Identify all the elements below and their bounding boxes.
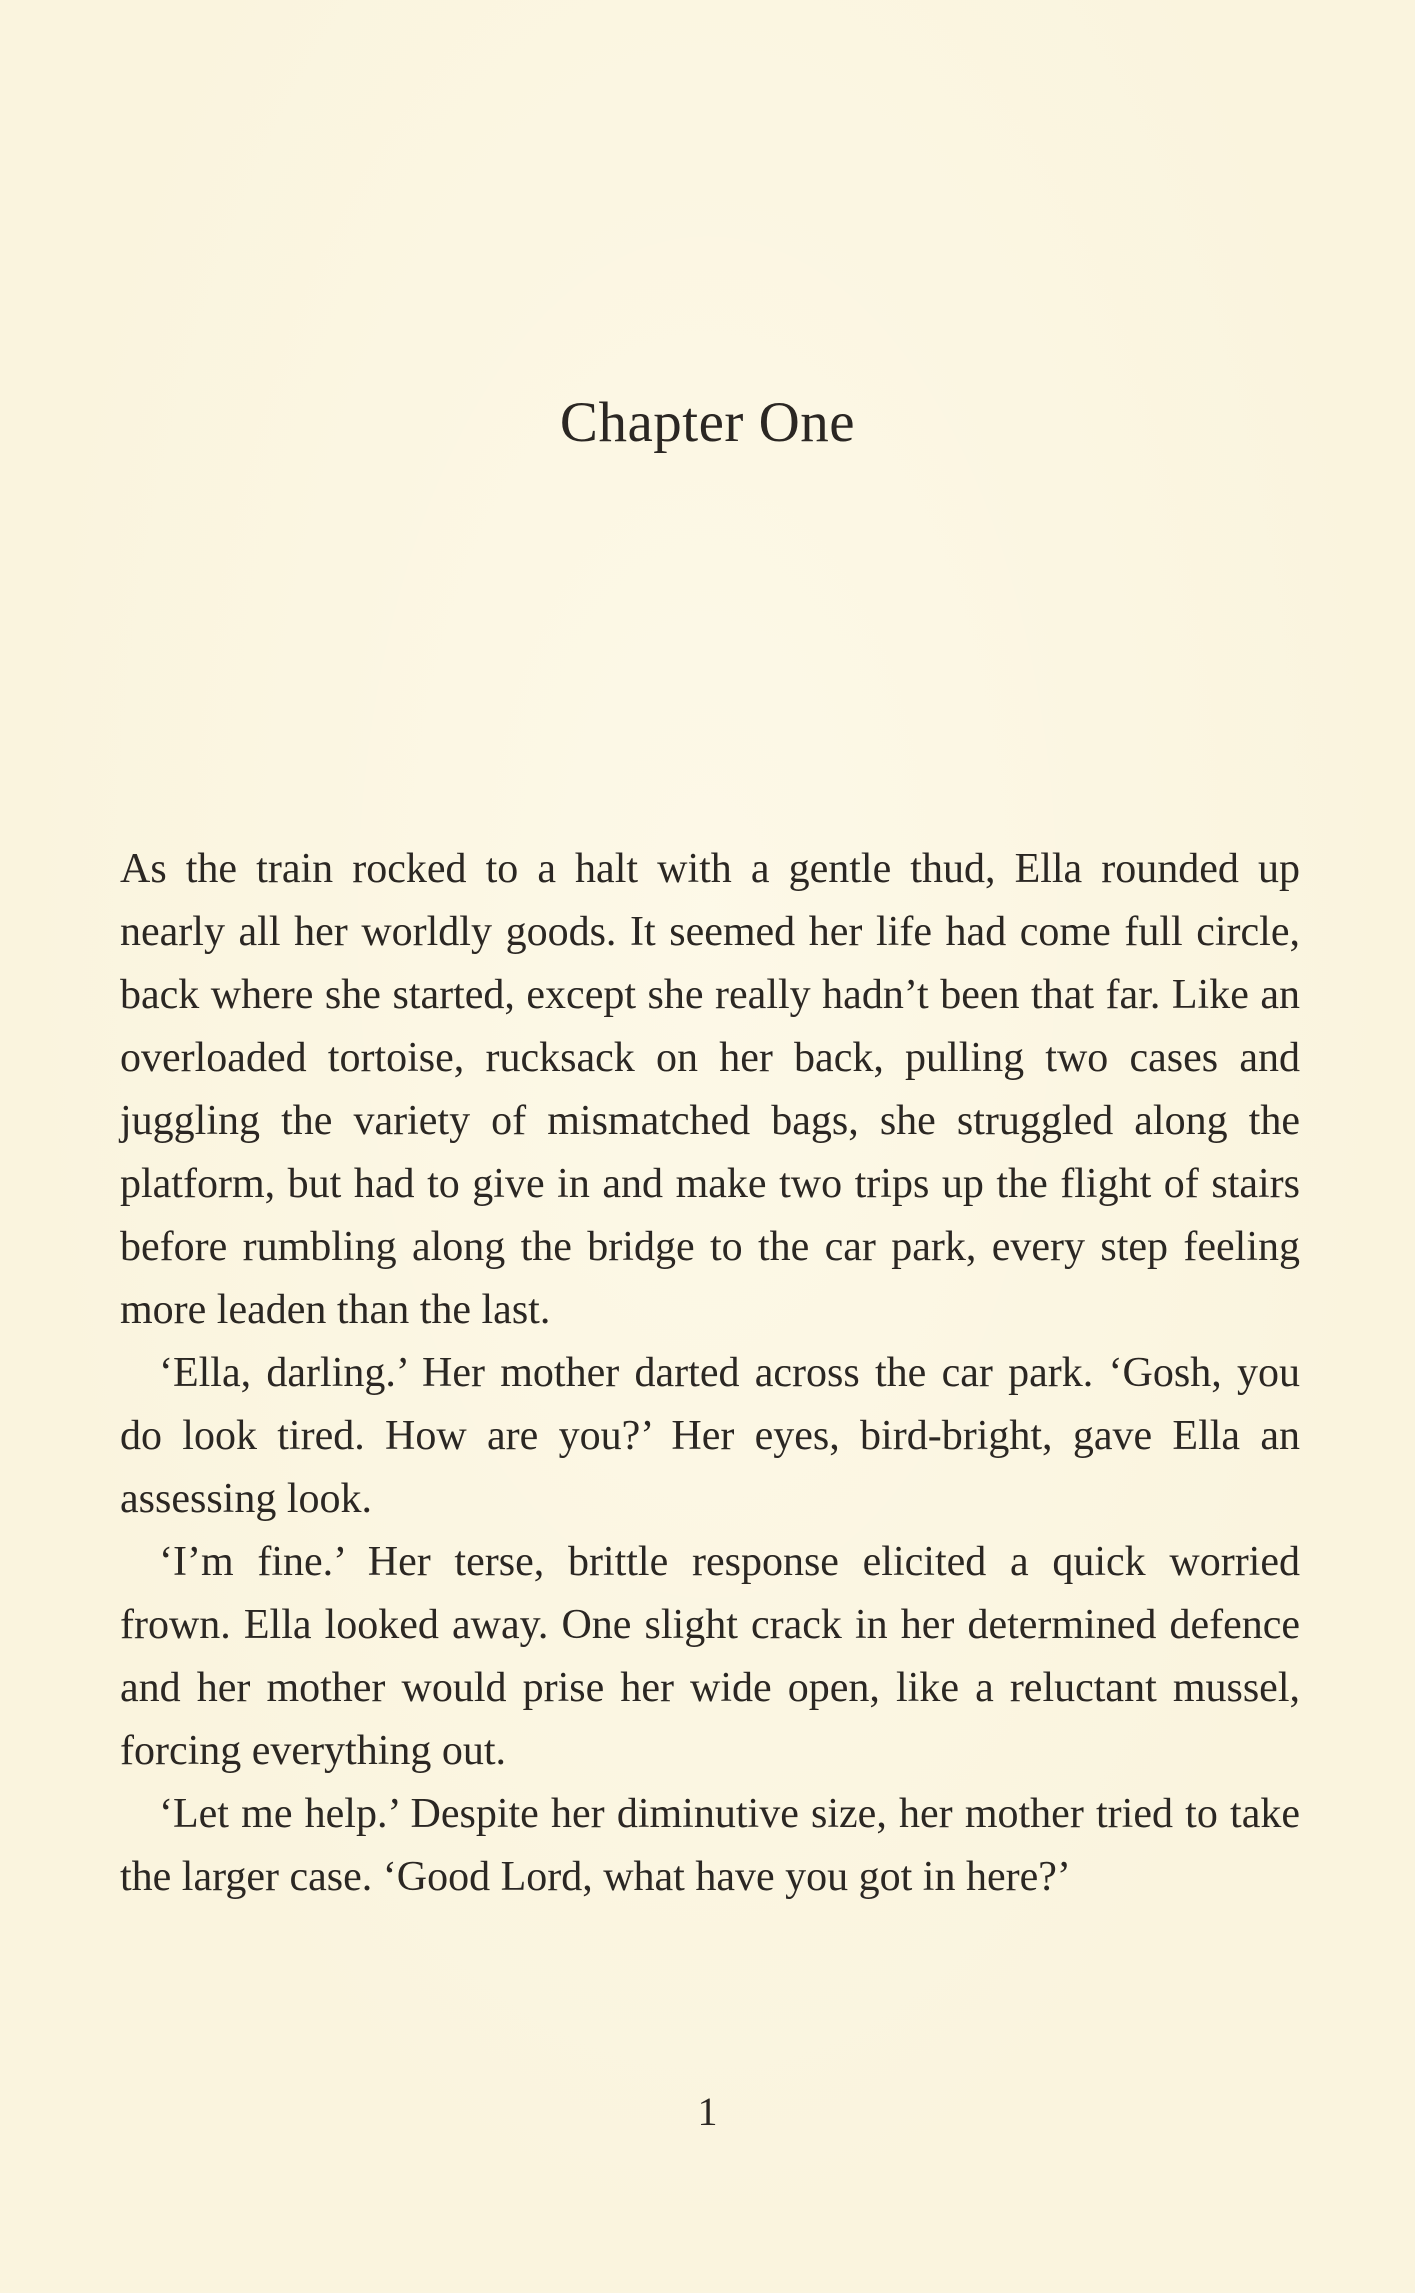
paragraph: ‘Ella, darling.’ Her mother darted across the car park. ‘Gosh, you do look tired. How are you?’ Her eyes, bird-bright, gave Ella an assessing look.	[120, 1350, 1300, 1522]
paragraph: ‘I’m fine.’ Her terse, brittle response elicited a quick worried frown. Ella looked away. One slight crack in her determined defence and her mother would prise her wide open, like a reluctant mussel, forcing everything out.	[120, 1539, 1300, 1774]
paragraph: ‘Let me help.’ Despite her diminutive size, her mother tried to take the larger case. ‘Good Lord, what have you got in here?’	[120, 1791, 1300, 1900]
chapter-title: Chapter One	[559, 391, 856, 454]
page-number: 1	[697, 2089, 718, 2134]
paragraph: As the train rocked to a halt with a gentle thud, Ella rounded up nearly all her worldly goods. It seemed her life had come full circle, back where she started, except she really hadn’t been that far. Like an overloaded tortoise, rucksack on her back, pulling two cases and juggling the variety of mismatched bags, she struggled along the platform, but had to give in and make two trips up the flight of stairs before rumbling along the bridge to the car park, every step feeling more leaden than the last.	[120, 846, 1300, 1333]
chapter-body	[120, 838, 1300, 1909]
